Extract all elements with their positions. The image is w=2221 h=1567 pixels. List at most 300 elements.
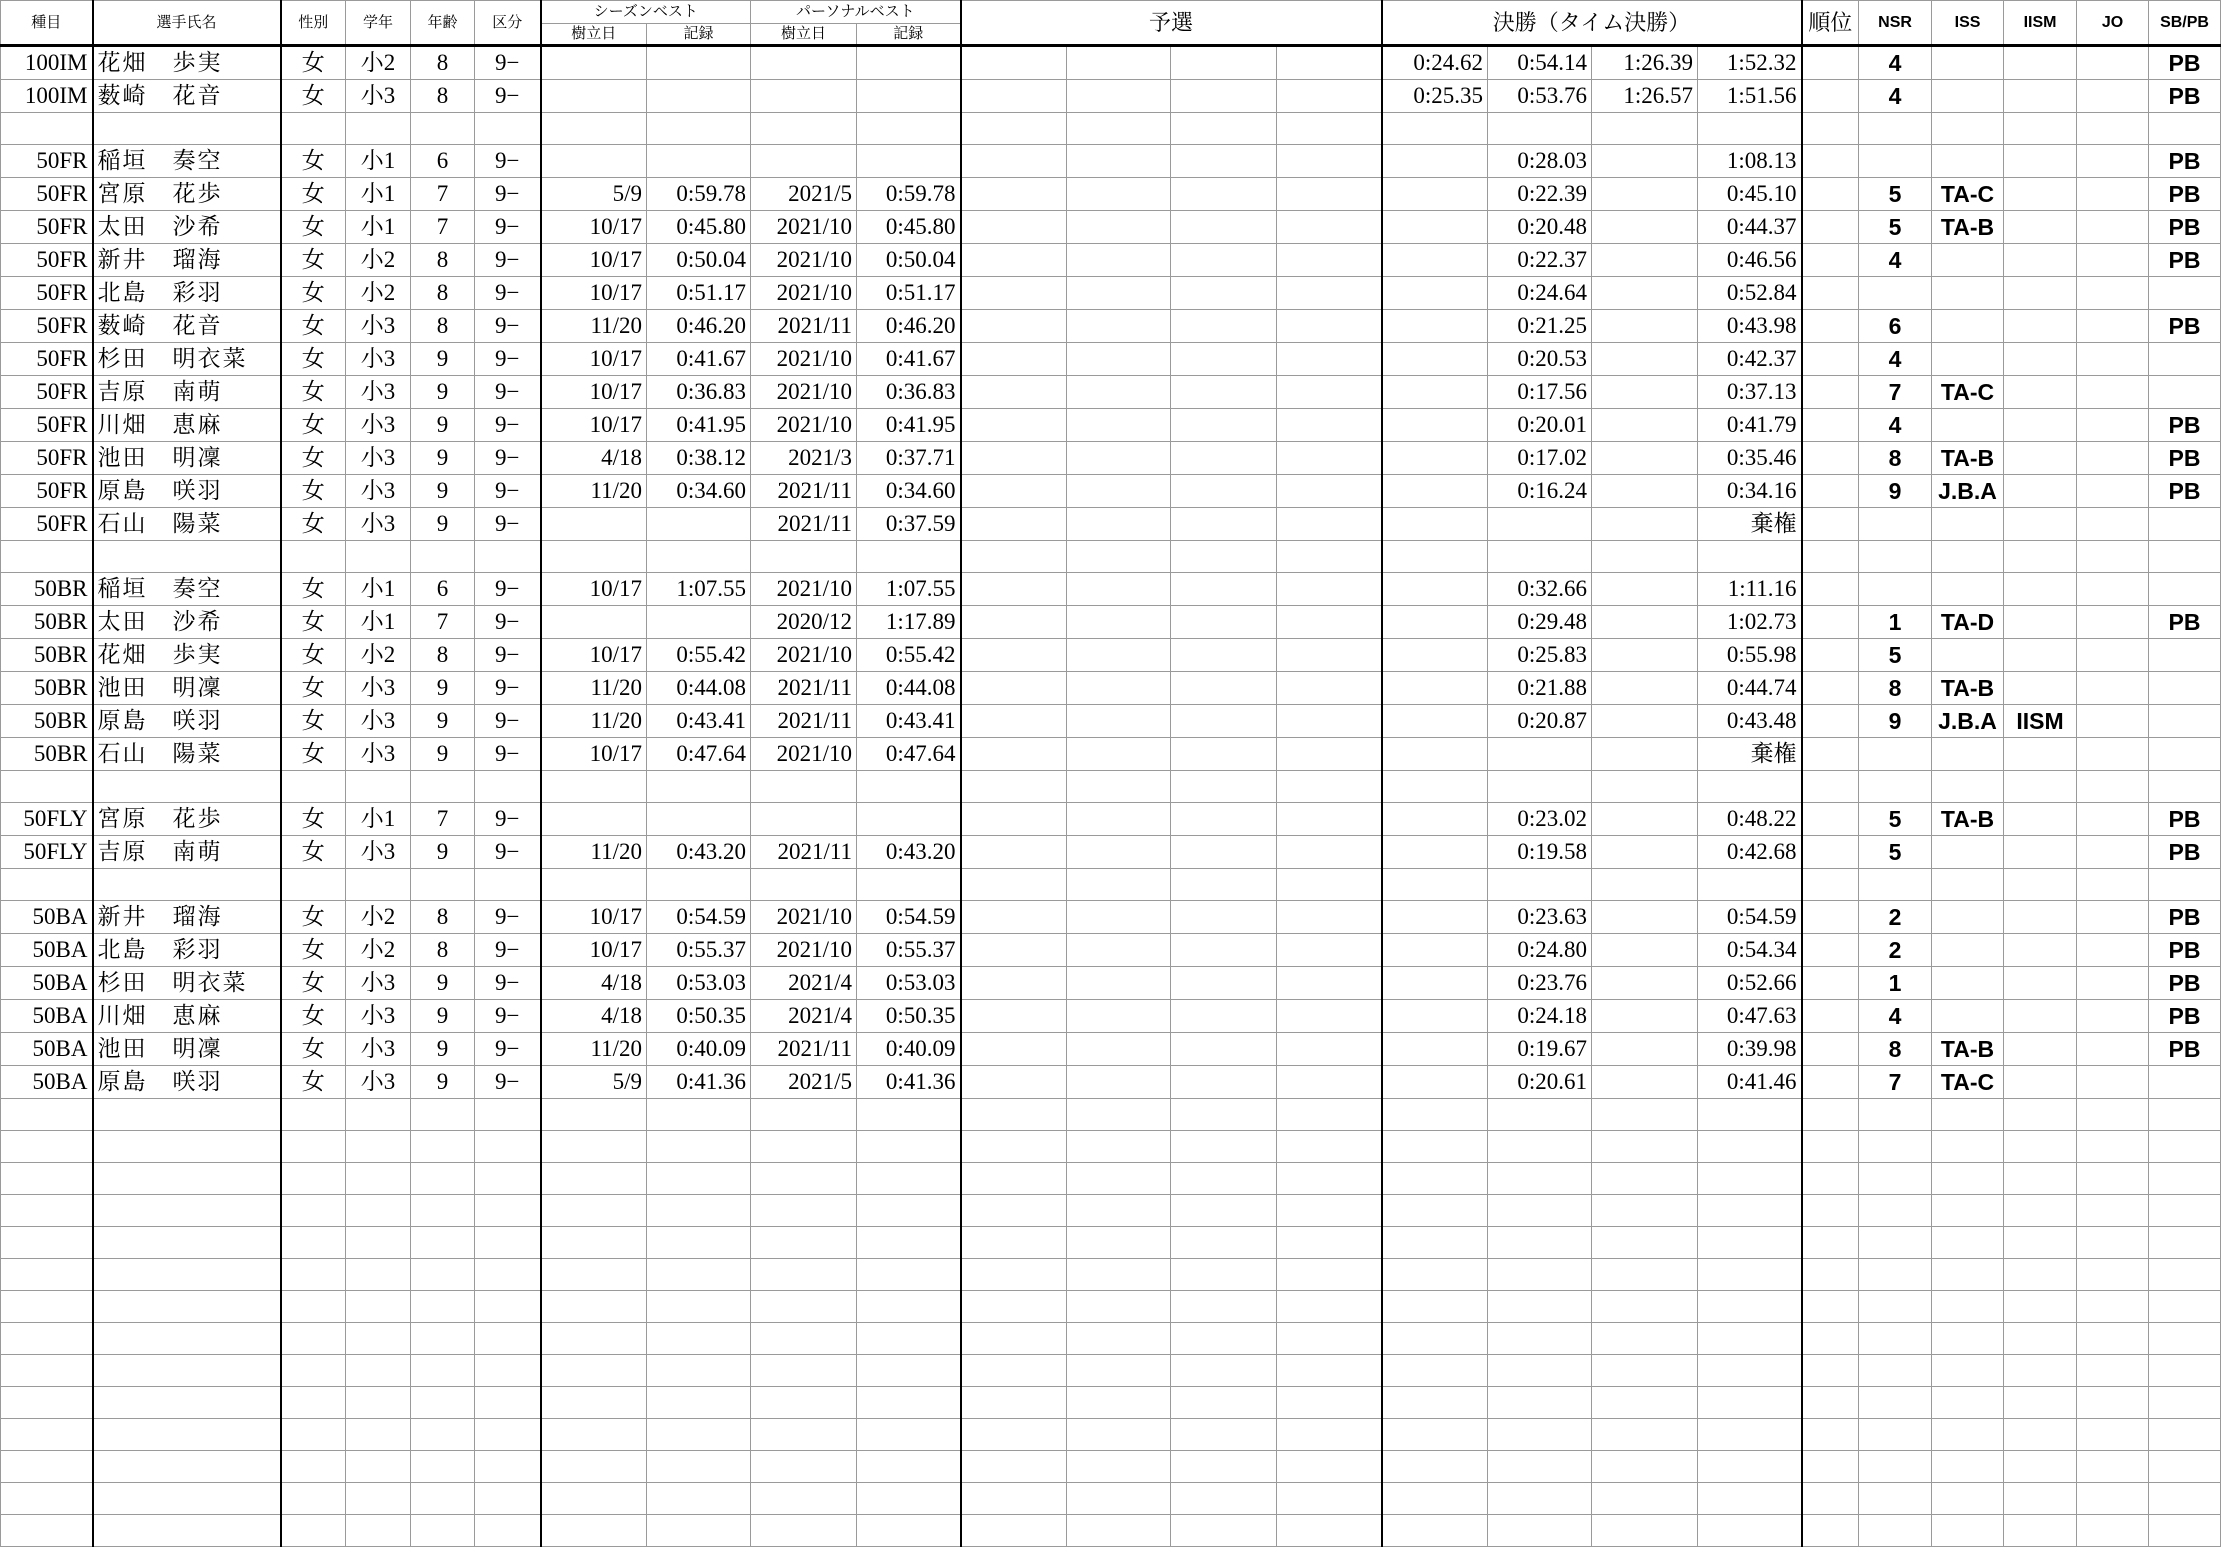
sbpb-flag-cell: PB <box>2149 442 2221 475</box>
empty-cell <box>93 1451 281 1483</box>
sbpb-flag-cell <box>2149 113 2221 145</box>
heats-split-cell <box>1067 541 1171 573</box>
result-row <box>1 672 2221 705</box>
empty-cell <box>1932 1355 2004 1387</box>
empty-cell <box>1932 1131 2004 1163</box>
empty-cell <box>541 1419 647 1451</box>
header-age: 年齢 <box>411 1 475 46</box>
rank-cell <box>1802 178 1859 211</box>
season-best-date-cell: 11/20 <box>541 310 647 343</box>
empty-cell <box>1698 1419 1802 1451</box>
empty-cell <box>541 1131 647 1163</box>
empty-cell <box>1277 1259 1382 1291</box>
personal-best-date-cell <box>751 771 857 803</box>
result-row <box>1 508 2221 541</box>
heats-split-cell <box>961 277 1067 310</box>
age-cell: 9 <box>411 1066 475 1099</box>
season-best-date-cell: 10/17 <box>541 639 647 672</box>
heats-split-cell <box>1067 934 1171 967</box>
division-cell: 9− <box>475 1033 541 1066</box>
sbpb-flag-cell <box>2149 672 2221 705</box>
final-split-1-cell <box>1382 442 1488 475</box>
grade-cell: 小3 <box>346 442 411 475</box>
final-split-3-cell <box>1592 738 1698 771</box>
heats-split-cell <box>1067 771 1171 803</box>
header-event: 種目 <box>1 1 93 46</box>
final-split-2-cell: 0:29.48 <box>1488 606 1592 639</box>
empty-cell <box>1488 1227 1592 1259</box>
empty-cell <box>1382 1163 1488 1195</box>
swimmer-name-cell: 原島 咲羽 <box>93 475 281 508</box>
heats-split-cell <box>1171 343 1277 376</box>
swimmer-name-cell: 花畑 歩実 <box>93 46 281 80</box>
empty-cell <box>1802 1131 1859 1163</box>
sbpb-flag-cell: PB <box>2149 967 2221 1000</box>
personal-best-date-cell <box>751 46 857 80</box>
grade-cell <box>346 869 411 901</box>
empty-cell <box>2149 1387 2221 1419</box>
heats-split-cell <box>1067 310 1171 343</box>
rank-cell <box>1802 442 1859 475</box>
heats-split-cell <box>1171 1066 1277 1099</box>
season-best-date-cell: 4/18 <box>541 442 647 475</box>
personal-best-record-cell <box>857 46 961 80</box>
rank-cell <box>1802 475 1859 508</box>
heats-split-cell <box>1067 80 1171 113</box>
empty-cell <box>751 1291 857 1323</box>
heats-split-cell <box>1277 934 1382 967</box>
sbpb-flag-cell: PB <box>2149 46 2221 80</box>
empty-cell <box>281 1419 346 1451</box>
swimmer-name-cell: 薮崎 花音 <box>93 310 281 343</box>
empty-cell <box>1932 1099 2004 1131</box>
empty-cell <box>1382 1227 1488 1259</box>
season-best-record-cell <box>647 803 751 836</box>
empty-cell <box>751 1451 857 1483</box>
division-cell: 9− <box>475 343 541 376</box>
empty-cell <box>751 1227 857 1259</box>
header-iism: IISM <box>2004 1 2077 46</box>
heats-split-cell <box>1277 639 1382 672</box>
final-split-2-cell: 0:20.48 <box>1488 211 1592 244</box>
age-cell: 9 <box>411 343 475 376</box>
sheet-header <box>1 1 2221 46</box>
final-split-1-cell <box>1382 836 1488 869</box>
empty-cell <box>1277 1451 1382 1483</box>
final-split-1-cell <box>1382 277 1488 310</box>
header-sex: 性別 <box>281 1 346 46</box>
empty-cell <box>411 1387 475 1419</box>
jo-cell <box>2077 705 2149 738</box>
personal-best-record-cell: 0:41.36 <box>857 1066 961 1099</box>
iism-cell <box>2004 967 2077 1000</box>
final-split-2-cell: 0:24.64 <box>1488 277 1592 310</box>
jo-cell <box>2077 573 2149 606</box>
event-cell: 50FR <box>1 442 93 475</box>
swimmer-name-cell: 杉田 明衣菜 <box>93 343 281 376</box>
empty-cell <box>541 1259 647 1291</box>
final-split-1-cell <box>1382 738 1488 771</box>
final-split-2-cell: 0:24.80 <box>1488 934 1592 967</box>
personal-best-record-cell: 0:53.03 <box>857 967 961 1000</box>
empty-cell <box>281 1323 346 1355</box>
grade-cell: 小3 <box>346 967 411 1000</box>
empty-cell <box>1382 1483 1488 1515</box>
division-cell <box>475 869 541 901</box>
empty-cell <box>1382 1419 1488 1451</box>
header-nsr: NSR <box>1859 1 1932 46</box>
heats-split-cell <box>1277 803 1382 836</box>
sbpb-flag-cell: PB <box>2149 836 2221 869</box>
heats-split-cell <box>1171 606 1277 639</box>
personal-best-date-cell: 2020/12 <box>751 606 857 639</box>
jo-cell <box>2077 803 2149 836</box>
empty-cell <box>647 1163 751 1195</box>
season-best-record-cell <box>647 869 751 901</box>
heats-split-cell <box>1067 967 1171 1000</box>
empty-cell <box>1802 1387 1859 1419</box>
empty-cell <box>1171 1419 1277 1451</box>
division-cell: 9− <box>475 376 541 409</box>
sex-cell: 女 <box>281 738 346 771</box>
season-best-date-cell: 10/17 <box>541 409 647 442</box>
heats-split-cell <box>1171 869 1277 901</box>
grade-cell: 小3 <box>346 738 411 771</box>
sex-cell: 女 <box>281 409 346 442</box>
heats-split-cell <box>1171 145 1277 178</box>
result-row <box>1 145 2221 178</box>
final-split-3-cell <box>1592 1033 1698 1066</box>
final-time-cell: 0:44.37 <box>1698 211 1802 244</box>
final-split-1-cell <box>1382 409 1488 442</box>
jo-cell <box>2077 1066 2149 1099</box>
heats-split-cell <box>1067 672 1171 705</box>
sex-cell: 女 <box>281 376 346 409</box>
heats-split-cell <box>1067 1000 1171 1033</box>
result-row <box>1 310 2221 343</box>
empty-cell <box>1488 1515 1592 1547</box>
empty-cell <box>346 1483 411 1515</box>
empty-cell <box>1382 1131 1488 1163</box>
final-split-1-cell <box>1382 343 1488 376</box>
season-best-date-cell: 5/9 <box>541 1066 647 1099</box>
sex-cell: 女 <box>281 934 346 967</box>
division-cell: 9− <box>475 145 541 178</box>
empty-cell <box>1592 1259 1698 1291</box>
event-cell: 50FR <box>1 244 93 277</box>
rank-cell <box>1802 541 1859 573</box>
age-cell: 6 <box>411 573 475 606</box>
event-cell: 50FR <box>1 376 93 409</box>
rank-cell <box>1802 80 1859 113</box>
heats-split-cell <box>1277 343 1382 376</box>
final-time-cell: 0:42.37 <box>1698 343 1802 376</box>
event-cell: 50FR <box>1 343 93 376</box>
header-pb-record: 記録 <box>857 24 961 46</box>
season-best-record-cell <box>647 771 751 803</box>
heats-split-cell <box>1067 639 1171 672</box>
empty-cell <box>2077 1195 2149 1227</box>
empty-cell <box>475 1227 541 1259</box>
empty-cell <box>1932 1291 2004 1323</box>
empty-cell <box>1932 1483 2004 1515</box>
personal-best-record-cell: 0:59.78 <box>857 178 961 211</box>
swimmer-name-cell: 原島 咲羽 <box>93 705 281 738</box>
age-cell <box>411 869 475 901</box>
final-time-cell: 0:48.22 <box>1698 803 1802 836</box>
division-cell: 9− <box>475 606 541 639</box>
rank-cell <box>1802 113 1859 145</box>
division-cell: 9− <box>475 934 541 967</box>
iism-cell <box>2004 639 2077 672</box>
sex-cell: 女 <box>281 901 346 934</box>
season-best-date-cell: 10/17 <box>541 738 647 771</box>
season-best-record-cell: 0:41.67 <box>647 343 751 376</box>
empty-cell <box>2004 1387 2077 1419</box>
grade-cell: 小1 <box>346 803 411 836</box>
season-best-record-cell: 0:41.36 <box>647 1066 751 1099</box>
heats-split-cell <box>1171 46 1277 80</box>
grade-cell: 小3 <box>346 508 411 541</box>
personal-best-date-cell: 2021/10 <box>751 277 857 310</box>
empty-cell <box>1382 1387 1488 1419</box>
season-best-record-cell: 0:50.35 <box>647 1000 751 1033</box>
empty-cell <box>541 1323 647 1355</box>
empty-cell <box>751 1515 857 1547</box>
division-cell: 9− <box>475 639 541 672</box>
swimmer-name-cell <box>93 869 281 901</box>
empty-cell <box>1592 1131 1698 1163</box>
empty-cell <box>1382 1195 1488 1227</box>
empty-cell <box>1067 1227 1171 1259</box>
swimmer-name-cell: 花畑 歩実 <box>93 639 281 672</box>
empty-cell <box>857 1195 961 1227</box>
empty-cell <box>961 1131 1067 1163</box>
empty-cell <box>1592 1163 1698 1195</box>
empty-cell <box>541 1515 647 1547</box>
sbpb-flag-cell: PB <box>2149 934 2221 967</box>
age-cell: 9 <box>411 376 475 409</box>
heats-split-cell <box>1277 541 1382 573</box>
iss-cell: TA-C <box>1932 376 2004 409</box>
season-best-record-cell: 0:51.17 <box>647 277 751 310</box>
swimmer-name-cell: 吉原 南萌 <box>93 836 281 869</box>
empty-cell <box>475 1195 541 1227</box>
iss-cell <box>1932 343 2004 376</box>
final-split-1-cell <box>1382 113 1488 145</box>
swimmer-name-cell: 杉田 明衣菜 <box>93 967 281 1000</box>
empty-cell <box>1488 1291 1592 1323</box>
sbpb-flag-cell: PB <box>2149 145 2221 178</box>
rank-cell <box>1802 46 1859 80</box>
division-cell: 9− <box>475 967 541 1000</box>
personal-best-record-cell: 0:46.20 <box>857 310 961 343</box>
age-cell: 8 <box>411 46 475 80</box>
nsr-cell: 4 <box>1859 409 1932 442</box>
empty-cell <box>346 1451 411 1483</box>
event-cell: 100IM <box>1 80 93 113</box>
swimmer-name-cell: 北島 彩羽 <box>93 934 281 967</box>
final-time-cell: 1:51.56 <box>1698 80 1802 113</box>
personal-best-date-cell: 2021/10 <box>751 639 857 672</box>
empty-cell <box>1382 1451 1488 1483</box>
final-time-cell <box>1698 869 1802 901</box>
season-best-date-cell <box>541 803 647 836</box>
heats-split-cell <box>1277 178 1382 211</box>
sbpb-flag-cell: PB <box>2149 803 2221 836</box>
empty-cell <box>1592 1323 1698 1355</box>
personal-best-date-cell: 2021/10 <box>751 376 857 409</box>
heats-split-cell <box>1277 409 1382 442</box>
empty-cell <box>1488 1355 1592 1387</box>
sex-cell: 女 <box>281 705 346 738</box>
iss-cell <box>1932 967 2004 1000</box>
nsr-cell: 4 <box>1859 80 1932 113</box>
jo-cell <box>2077 343 2149 376</box>
empty-cell <box>1 1515 93 1547</box>
iism-cell <box>2004 541 2077 573</box>
sbpb-flag-cell: PB <box>2149 606 2221 639</box>
sex-cell <box>281 869 346 901</box>
empty-cell <box>1698 1515 1802 1547</box>
sbpb-flag-cell <box>2149 639 2221 672</box>
iss-cell <box>1932 573 2004 606</box>
season-best-record-cell <box>647 145 751 178</box>
personal-best-date-cell: 2021/10 <box>751 211 857 244</box>
grade-cell <box>346 113 411 145</box>
swimmer-name-cell: 稲垣 奏空 <box>93 573 281 606</box>
nsr-cell: 7 <box>1859 1066 1932 1099</box>
empty-cell <box>281 1355 346 1387</box>
heats-split-cell <box>961 475 1067 508</box>
heats-split-cell <box>1171 541 1277 573</box>
age-cell: 9 <box>411 409 475 442</box>
empty-cell <box>1067 1515 1171 1547</box>
sbpb-flag-cell: PB <box>2149 1033 2221 1066</box>
division-cell: 9− <box>475 1000 541 1033</box>
personal-best-record-cell: 1:17.89 <box>857 606 961 639</box>
heats-split-cell <box>961 145 1067 178</box>
empty-cell <box>961 1195 1067 1227</box>
empty-row <box>1 1483 2221 1515</box>
heats-split-cell <box>1067 803 1171 836</box>
personal-best-date-cell: 2021/5 <box>751 178 857 211</box>
empty-cell <box>2149 1419 2221 1451</box>
empty-cell <box>1932 1387 2004 1419</box>
empty-cell <box>647 1419 751 1451</box>
heats-split-cell <box>1171 803 1277 836</box>
empty-cell <box>475 1419 541 1451</box>
sbpb-flag-cell <box>2149 705 2221 738</box>
empty-cell <box>346 1291 411 1323</box>
empty-cell <box>857 1291 961 1323</box>
season-best-record-cell: 0:53.03 <box>647 967 751 1000</box>
final-time-cell: 0:35.46 <box>1698 442 1802 475</box>
sbpb-flag-cell <box>2149 573 2221 606</box>
result-row <box>1 901 2221 934</box>
heats-split-cell <box>961 967 1067 1000</box>
empty-cell <box>2077 1259 2149 1291</box>
personal-best-date-cell: 2021/11 <box>751 836 857 869</box>
event-cell: 50BR <box>1 639 93 672</box>
season-best-date-cell <box>541 145 647 178</box>
empty-cell <box>1 1259 93 1291</box>
empty-cell <box>346 1099 411 1131</box>
final-split-2-cell: 0:19.67 <box>1488 1033 1592 1066</box>
spacer-row <box>1 541 2221 573</box>
empty-cell <box>1698 1291 1802 1323</box>
age-cell: 8 <box>411 901 475 934</box>
season-best-record-cell: 0:46.20 <box>647 310 751 343</box>
heats-split-cell <box>1171 738 1277 771</box>
rank-cell <box>1802 1033 1859 1066</box>
division-cell: 9− <box>475 705 541 738</box>
division-cell: 9− <box>475 442 541 475</box>
season-best-date-cell <box>541 606 647 639</box>
event-cell: 50BA <box>1 967 93 1000</box>
final-split-2-cell: 0:28.03 <box>1488 145 1592 178</box>
iism-cell <box>2004 211 2077 244</box>
empty-cell <box>1802 1259 1859 1291</box>
grade-cell: 小3 <box>346 376 411 409</box>
event-cell: 50BA <box>1 1066 93 1099</box>
empty-cell <box>1067 1355 1171 1387</box>
season-best-record-cell: 0:40.09 <box>647 1033 751 1066</box>
iss-cell <box>1932 869 2004 901</box>
heats-split-cell <box>961 80 1067 113</box>
swimmer-name-cell: 吉原 南萌 <box>93 376 281 409</box>
heats-split-cell <box>1067 178 1171 211</box>
heats-split-cell <box>961 508 1067 541</box>
empty-cell <box>346 1387 411 1419</box>
empty-cell <box>751 1419 857 1451</box>
final-split-3-cell <box>1592 869 1698 901</box>
heats-split-cell <box>961 771 1067 803</box>
sex-cell: 女 <box>281 277 346 310</box>
season-best-record-cell: 1:07.55 <box>647 573 751 606</box>
event-cell: 50FR <box>1 508 93 541</box>
sex-cell <box>281 113 346 145</box>
empty-cell <box>647 1323 751 1355</box>
result-row <box>1 934 2221 967</box>
final-split-2-cell <box>1488 771 1592 803</box>
empty-cell <box>1592 1387 1698 1419</box>
final-split-2-cell: 0:19.58 <box>1488 836 1592 869</box>
empty-cell <box>1067 1163 1171 1195</box>
nsr-cell: 1 <box>1859 967 1932 1000</box>
empty-cell <box>1698 1227 1802 1259</box>
empty-cell <box>961 1227 1067 1259</box>
result-row <box>1 409 2221 442</box>
result-row <box>1 442 2221 475</box>
age-cell: 9 <box>411 1000 475 1033</box>
rank-cell <box>1802 244 1859 277</box>
grade-cell: 小3 <box>346 80 411 113</box>
heats-split-cell <box>1171 639 1277 672</box>
division-cell: 9− <box>475 1066 541 1099</box>
result-row <box>1 803 2221 836</box>
empty-cell <box>281 1099 346 1131</box>
empty-cell <box>1 1451 93 1483</box>
heats-split-cell <box>961 310 1067 343</box>
nsr-cell <box>1859 869 1932 901</box>
empty-cell <box>2077 1099 2149 1131</box>
empty-cell <box>1171 1291 1277 1323</box>
personal-best-date-cell: 2021/10 <box>751 573 857 606</box>
empty-cell <box>475 1099 541 1131</box>
empty-cell <box>1698 1163 1802 1195</box>
iism-cell: IISM <box>2004 705 2077 738</box>
